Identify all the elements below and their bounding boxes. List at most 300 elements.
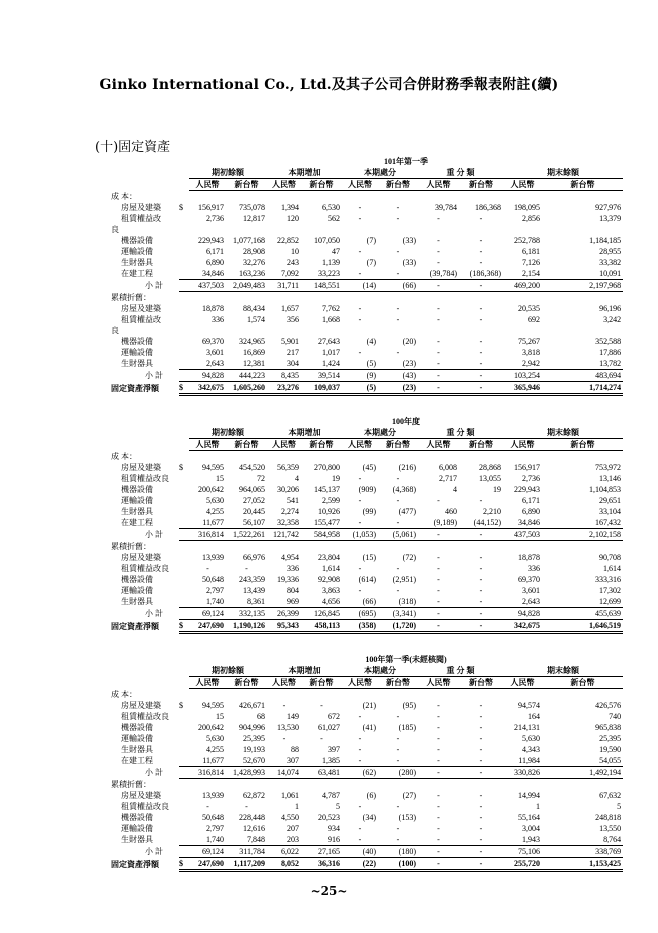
- table-cell: 28,955: [599, 247, 622, 256]
- table-row: [111, 846, 623, 858]
- table-cell: (7): [366, 236, 376, 245]
- table-cell: 243,359: [239, 575, 265, 584]
- table-cell: 109,037: [301, 382, 342, 395]
- period-heading: 101年第一季: [384, 157, 429, 166]
- table-cell: 69,370: [518, 575, 540, 584]
- row-label: 機器設備: [121, 485, 153, 494]
- table-cell: -: [396, 315, 400, 324]
- table-cell: 964,065: [239, 485, 265, 494]
- table-cell: 316,814: [189, 767, 226, 779]
- table-cell: -: [342, 834, 378, 846]
- table-cell: 7,126: [522, 258, 540, 267]
- table-cell: 965,838: [595, 723, 622, 732]
- table-cell: 88,434: [243, 304, 265, 313]
- table-row: [111, 834, 623, 846]
- row-label: 成 本：: [111, 689, 137, 699]
- table-cell: 4,343: [522, 745, 540, 754]
- table-cell: (15): [362, 553, 376, 562]
- table-cell: 1,605,260: [226, 382, 267, 395]
- table-cell: 14,074: [267, 767, 301, 779]
- table-cell: 20,445: [243, 507, 265, 516]
- table-block-2012-q1: [111, 156, 623, 396]
- column-group-header: 本期增加: [267, 427, 342, 439]
- table-cell: 7,092: [267, 268, 301, 280]
- currency-subheader: 新台幣: [542, 439, 623, 451]
- table-row: [111, 744, 623, 755]
- table-cell: 155,477: [301, 517, 342, 529]
- table-cell: 2,210: [483, 507, 501, 516]
- table-cell: 56,359: [277, 463, 299, 472]
- table-cell: 1,943: [503, 834, 542, 846]
- table-cell: (9,189): [418, 517, 459, 529]
- table-row: [111, 495, 623, 506]
- table-cell: -: [418, 596, 459, 608]
- table-cell: 1,740: [189, 834, 226, 846]
- table-cell: -: [418, 608, 459, 620]
- table-cell: -: [479, 712, 483, 721]
- table-cell: (280): [378, 767, 418, 779]
- table-row: [111, 484, 623, 495]
- table-cell: -: [437, 348, 440, 357]
- table-cell: -: [320, 734, 323, 743]
- table-cell: -: [437, 802, 440, 811]
- table-row: [111, 191, 623, 203]
- table-cell: 2,274: [281, 507, 299, 516]
- table-cell: 39,514: [301, 370, 342, 382]
- table-row: [111, 462, 623, 473]
- table-cell: 88: [291, 745, 299, 754]
- row-label: 累積折舊：: [111, 779, 151, 789]
- row-label: 運輸設備: [121, 586, 153, 595]
- table-cell: 31,711: [267, 280, 301, 292]
- table-cell: 1,614: [603, 564, 622, 573]
- table-cell: 22,852: [277, 236, 299, 245]
- table-cell: 13,146: [599, 474, 622, 483]
- row-label: 租賃權益改良: [121, 712, 169, 721]
- column-group-header: 重 分 類: [418, 665, 503, 677]
- table-cell: 3,004: [522, 824, 540, 833]
- table-cell: 203: [267, 834, 301, 846]
- table-cell: 217: [287, 348, 299, 357]
- table-cell: -: [459, 529, 503, 541]
- table-cell: 324,965: [239, 337, 265, 346]
- table-cell: 33,382: [599, 258, 622, 267]
- table-row: [111, 382, 623, 395]
- column-group-header: 期初餘額: [189, 665, 267, 677]
- table-cell: 11,984: [503, 755, 542, 767]
- table-cell: -: [378, 517, 418, 529]
- table-cell: 94,574: [518, 701, 540, 710]
- row-label: 租賃權益改: [121, 214, 161, 223]
- table-cell: 1,657: [281, 304, 299, 313]
- table-cell: 39,784: [435, 203, 457, 212]
- table-cell: -: [437, 214, 440, 223]
- table-row: [111, 700, 623, 711]
- table-cell: 2,643: [189, 358, 226, 370]
- table-cell: -: [459, 834, 503, 846]
- table-row: [111, 202, 623, 213]
- table-cell: 12,699: [542, 596, 623, 608]
- table-row: [111, 689, 623, 701]
- table-cell: 365,946: [503, 382, 542, 395]
- table-cell: 692: [528, 315, 540, 324]
- table-cell: 163,236: [226, 268, 267, 280]
- table-cell: -: [245, 564, 248, 573]
- table-cell: (4,368): [392, 485, 416, 494]
- table-cell: 148,551: [301, 280, 342, 292]
- table-cell: -: [358, 474, 362, 483]
- table-cell: 311,784: [226, 846, 267, 858]
- table-cell: -: [479, 348, 483, 357]
- table-cell: 15: [216, 474, 224, 483]
- table-cell: 33,223: [301, 268, 342, 280]
- table-row: [111, 347, 623, 358]
- table-cell: -: [479, 824, 483, 833]
- table-cell: -: [479, 258, 483, 267]
- table-cell: 8,435: [267, 370, 301, 382]
- table-cell: 19,336: [277, 575, 299, 584]
- column-group-header: 本期處分: [342, 665, 418, 677]
- table-cell: -: [206, 802, 209, 811]
- table-cell: -: [358, 586, 362, 595]
- currency-subheader: 人民幣: [267, 179, 301, 191]
- table-cell: 34,846: [503, 517, 542, 529]
- table-cell: 68: [257, 712, 265, 721]
- table-cell: 1,077,168: [233, 236, 265, 245]
- table-cell: -: [396, 496, 400, 505]
- table-cell: -: [396, 203, 400, 212]
- table-cell: -: [378, 755, 418, 767]
- table-cell: 1,394: [281, 203, 299, 212]
- table-cell: 1: [295, 802, 299, 811]
- table-cell: 2,643: [503, 596, 542, 608]
- table-row: [111, 722, 623, 733]
- table-cell: 927,976: [595, 203, 622, 212]
- table-cell: 103,254: [503, 370, 542, 382]
- table-cell: 307: [267, 755, 301, 767]
- table-cell: 247,690: [189, 620, 226, 633]
- table-cell: -: [396, 564, 400, 573]
- table-cell: 6,022: [267, 846, 301, 858]
- table-cell: 18,878: [202, 304, 224, 313]
- currency-subheader: 新台幣: [378, 179, 418, 191]
- table-cell: 252,788: [514, 236, 540, 245]
- currency-subheader: 新台幣: [459, 677, 503, 689]
- table-cell: 1,139: [322, 258, 340, 267]
- table-cell: 1,061: [281, 791, 299, 800]
- table-cell: (14): [342, 280, 378, 292]
- table-cell: -: [479, 247, 483, 256]
- table-cell: 120: [287, 214, 299, 223]
- table-cell: -: [358, 214, 362, 223]
- table-cell: 19: [332, 474, 340, 483]
- table-cell: 198,095: [514, 203, 540, 212]
- table-cell: -: [358, 304, 362, 313]
- table-row: [111, 755, 623, 767]
- table-cell: 4,550: [281, 813, 299, 822]
- table-cell: 75,267: [518, 337, 540, 346]
- table-cell: -: [358, 824, 362, 833]
- table-cell: 94,595: [202, 701, 224, 710]
- currency-subheader: 新台幣: [542, 179, 623, 191]
- table-cell: (34): [362, 813, 376, 822]
- table-cell: 20,523: [318, 813, 340, 822]
- table-cell: -: [479, 236, 483, 245]
- table-cell: 62,872: [243, 791, 265, 800]
- table-cell: 904,996: [239, 723, 265, 732]
- table-cell: 8,052: [267, 858, 301, 871]
- table-cell: -: [342, 755, 378, 767]
- column-group-header: 本期處分: [342, 167, 418, 179]
- table-cell: -: [459, 596, 503, 608]
- table-cell: -: [479, 496, 483, 505]
- table-cell: 934: [328, 824, 340, 833]
- table-cell: -: [479, 315, 483, 324]
- column-group-header: 重 分 類: [418, 427, 503, 439]
- table-cell: -: [479, 575, 483, 584]
- table-cell: 255,720: [503, 858, 542, 871]
- table-cell: -: [418, 382, 459, 395]
- row-label: 運輸設備: [121, 824, 153, 833]
- table-cell: 1,117,209: [226, 858, 267, 871]
- table-cell: (33): [402, 258, 416, 267]
- table-cell: 2,736: [206, 214, 224, 223]
- table-cell: 333,316: [595, 575, 622, 584]
- table-cell: -: [378, 268, 418, 280]
- currency-subheader: 新台幣: [301, 179, 342, 191]
- table-cell: 2,197,968: [542, 280, 623, 292]
- table-cell: 4: [295, 474, 299, 483]
- currency-subheader: 新台幣: [301, 439, 342, 451]
- row-label: 機器設備: [121, 813, 153, 822]
- table-cell: 18,878: [518, 553, 540, 562]
- table-cell: 7,762: [322, 304, 340, 313]
- table-cell: (477): [398, 507, 416, 516]
- table-cell: -: [418, 767, 459, 779]
- table-cell: -: [320, 701, 323, 710]
- table-cell: (153): [398, 813, 416, 822]
- table-cell: 186,368: [475, 203, 501, 212]
- table-cell: 54,055: [542, 755, 623, 767]
- table-cell: 13,782: [542, 358, 623, 370]
- table-cell: 437,503: [503, 529, 542, 541]
- table-cell: 121,742: [267, 529, 301, 541]
- table-cell: 3,818: [522, 348, 540, 357]
- table-cell: 13,055: [479, 474, 501, 483]
- table-cell: 342,675: [503, 620, 542, 633]
- table-cell: 4,656: [301, 596, 342, 608]
- row-label: 生財器具: [121, 258, 153, 267]
- table-cell: -: [396, 734, 400, 743]
- currency-subheader: 新台幣: [378, 439, 418, 451]
- column-group-header: 重 分 類: [418, 167, 503, 179]
- table-cell: -: [437, 553, 440, 562]
- table-cell: 11,677: [189, 517, 226, 529]
- table-cell: 13,530: [277, 723, 299, 732]
- table-cell: 19: [493, 485, 501, 494]
- table-cell: -: [437, 824, 440, 833]
- table-cell: -: [358, 712, 362, 721]
- table-cell: 2,736: [522, 474, 540, 483]
- table-cell: -: [437, 586, 440, 595]
- table-cell: 94,595: [202, 463, 224, 472]
- table-cell: 316,814: [189, 529, 226, 541]
- table-cell: 75,106: [503, 846, 542, 858]
- table-row: [111, 596, 623, 608]
- page-number: ~25~: [310, 884, 348, 898]
- table-cell: (909): [358, 485, 376, 494]
- table-cell: 338,769: [542, 846, 623, 858]
- table-cell: 1,614: [322, 564, 340, 573]
- table-cell: 1,190,126: [226, 620, 267, 633]
- table-cell: 11,677: [189, 755, 226, 767]
- fixed-assets-table: [111, 416, 623, 634]
- table-cell: -: [479, 304, 483, 313]
- table-cell: (100): [378, 858, 418, 871]
- table-cell: 6,171: [206, 247, 224, 256]
- column-group-header: 期末餘額: [503, 427, 623, 439]
- row-label: 房屋及建築: [121, 553, 161, 562]
- table-cell: -: [418, 834, 459, 846]
- table-cell: 26,399: [267, 608, 301, 620]
- table-row: [111, 812, 623, 823]
- table-cell: 3,601: [206, 348, 224, 357]
- table-cell: (318): [378, 596, 418, 608]
- currency-symbol: $: [179, 858, 189, 871]
- table-cell: (43): [378, 370, 418, 382]
- table-cell: (358): [342, 620, 378, 633]
- row-label: 小 計: [145, 530, 163, 539]
- table-cell: -: [396, 802, 400, 811]
- table-cell: 27,165: [301, 846, 342, 858]
- table-cell: -: [437, 258, 440, 267]
- table-row: [111, 552, 623, 563]
- table-cell: 248,818: [595, 813, 622, 822]
- table-cell: 95,343: [267, 620, 301, 633]
- table-row: [111, 506, 623, 517]
- table-row: [111, 517, 623, 529]
- table-cell: 34,846: [189, 268, 226, 280]
- table-cell: 5: [617, 802, 622, 811]
- table-cell: 94,828: [503, 608, 542, 620]
- row-label: 房屋及建築: [121, 463, 161, 472]
- table-cell: 6,008: [439, 463, 457, 472]
- currency-subheader: 人民幣: [267, 677, 301, 689]
- table-cell: 3,863: [322, 586, 340, 595]
- table-cell: (5): [342, 382, 378, 395]
- table-cell: 23,804: [318, 553, 340, 562]
- table-cell: (40): [342, 846, 378, 858]
- table-cell: (3,341): [378, 608, 418, 620]
- table-cell: 8,764: [542, 834, 623, 846]
- row-label: 運輸設備: [121, 496, 153, 505]
- table-cell: -: [437, 701, 440, 710]
- table-cell: 469,200: [503, 280, 542, 292]
- table-cell: -: [479, 337, 483, 346]
- row-label: 成 本：: [111, 451, 137, 461]
- column-group-header: 本期增加: [267, 665, 342, 677]
- table-cell: 740: [609, 712, 622, 721]
- currency-subheader: 人民幣: [418, 677, 459, 689]
- table-cell: -: [358, 315, 362, 324]
- table-cell: (1,720): [378, 620, 418, 633]
- table-cell: (44,152): [459, 517, 503, 529]
- table-cell: 243: [287, 258, 299, 267]
- table-cell: -: [358, 745, 362, 754]
- table-cell: 454,520: [239, 463, 265, 472]
- table-cell: 164: [528, 712, 540, 721]
- table-cell: -: [437, 575, 440, 584]
- table-cell: (39,784): [418, 268, 459, 280]
- row-label: 生財器具: [121, 745, 153, 754]
- table-cell: 23,276: [267, 382, 301, 395]
- table-cell: (62): [342, 767, 378, 779]
- table-cell: 6,890: [522, 507, 540, 516]
- table-cell: 156,917: [514, 463, 540, 472]
- table-cell: 969: [267, 596, 301, 608]
- table-cell: 229,943: [198, 236, 224, 245]
- table-cell: -: [245, 802, 248, 811]
- table-cell: 2,797: [206, 586, 224, 595]
- table-cell: 13,550: [599, 824, 622, 833]
- table-cell: 25,395: [599, 734, 622, 743]
- table-cell: 229,943: [514, 485, 540, 494]
- row-label: 固定資產淨額: [111, 621, 159, 631]
- table-cell: (1,053): [342, 529, 378, 541]
- table-cell: -: [282, 734, 286, 743]
- row-label: 生財器具: [121, 507, 153, 516]
- row-label: 小 計: [145, 847, 163, 856]
- table-block-2011-annual: [111, 416, 623, 634]
- table-cell: -: [437, 564, 440, 573]
- table-cell: -: [437, 745, 440, 754]
- table-cell: 13,439: [243, 586, 265, 595]
- table-cell: 352,588: [595, 337, 622, 346]
- table-cell: (216): [398, 463, 416, 472]
- row-label: 在建工程: [121, 756, 153, 766]
- table-cell: 96,196: [599, 304, 622, 313]
- table-cell: 52,670: [226, 755, 267, 767]
- table-cell: 19,193: [243, 745, 265, 754]
- table-cell: -: [437, 723, 440, 732]
- table-cell: 1,522,261: [226, 529, 267, 541]
- row-label: 小 計: [145, 768, 163, 777]
- table-cell: 804: [287, 586, 299, 595]
- row-label: 良: [111, 326, 119, 335]
- table-row: [111, 358, 623, 370]
- table-cell: -: [358, 348, 362, 357]
- currency-subheader: 人民幣: [418, 179, 459, 191]
- currency-subheader: 新台幣: [301, 677, 342, 689]
- table-cell: (186,368): [459, 268, 503, 280]
- table-cell: 1,424: [301, 358, 342, 370]
- table-cell: -: [479, 553, 483, 562]
- table-cell: 167,432: [542, 517, 623, 529]
- table-cell: (41): [362, 723, 376, 732]
- table-cell: -: [479, 723, 483, 732]
- table-cell: 2,942: [503, 358, 542, 370]
- table-cell: -: [418, 529, 459, 541]
- table-cell: (4): [366, 337, 376, 346]
- table-cell: 4,787: [322, 791, 340, 800]
- currency-subheader: 人民幣: [342, 179, 378, 191]
- row-label: 小 計: [145, 609, 163, 618]
- table-cell: -: [396, 712, 400, 721]
- column-group-header: 期初餘額: [189, 427, 267, 439]
- table-row: [111, 370, 623, 382]
- table-cell: 1,104,853: [589, 485, 622, 494]
- table-cell: 397: [328, 745, 340, 754]
